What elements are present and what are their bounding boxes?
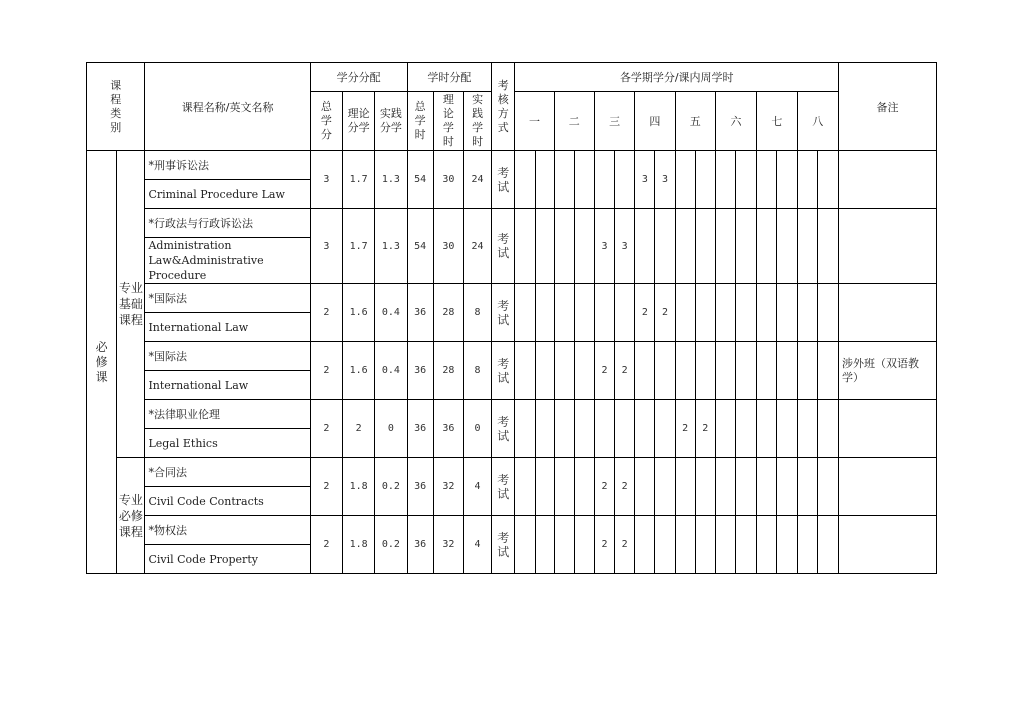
total-credit-cell: 2 <box>310 458 342 516</box>
course-row <box>87 209 937 238</box>
required-category: 必修课 <box>87 151 117 574</box>
semester-cell: 3 <box>655 151 675 209</box>
semester-cell: 2 <box>635 284 655 342</box>
semester-cell <box>777 516 797 574</box>
total-credit-cell: 2 <box>310 516 342 574</box>
semester-cell <box>777 400 797 458</box>
practice-credit-cell: 1.3 <box>375 151 407 209</box>
semester-cell <box>515 342 535 400</box>
semester-8-header: 八 <box>797 92 839 151</box>
semester-cell <box>675 284 695 342</box>
hour-practice-header: 实践学时 <box>463 92 491 151</box>
note-cell <box>839 400 937 458</box>
semester-cell: 2 <box>615 342 635 400</box>
total-hours-cell: 36 <box>407 458 433 516</box>
semester-cell <box>736 516 757 574</box>
theory-hours-cell: 28 <box>433 342 463 400</box>
semester-3-header: 三 <box>594 92 634 151</box>
semester-cell: 2 <box>655 284 675 342</box>
theory-credit-cell: 1.7 <box>343 209 375 284</box>
semester-cell: 2 <box>594 516 614 574</box>
semester-cell <box>777 284 797 342</box>
semester-cell: 3 <box>615 209 635 284</box>
course-name-en: International Law <box>145 371 310 400</box>
exam-method-cell: 考试 <box>492 151 515 209</box>
semester-cell <box>736 209 757 284</box>
semester-cell <box>777 209 797 284</box>
semester-cell <box>655 209 675 284</box>
note-cell <box>839 209 937 284</box>
course-row <box>87 458 937 487</box>
theory-hours-cell: 32 <box>433 458 463 516</box>
semester-cell <box>574 151 594 209</box>
semester-cell <box>615 400 635 458</box>
semester-cell <box>554 400 574 458</box>
semester-cell <box>715 458 735 516</box>
total-hours-cell: 54 <box>407 151 433 209</box>
semester-cell <box>797 400 817 458</box>
semester-cell <box>777 342 797 400</box>
practice-hours-cell: 8 <box>463 342 491 400</box>
credit-practice-header: 实践分学 <box>375 92 407 151</box>
category-header: 课程类别 <box>87 63 145 151</box>
note-cell <box>839 516 937 574</box>
semester-cell <box>777 458 797 516</box>
semester-cell <box>615 151 635 209</box>
theory-hours-cell: 32 <box>433 516 463 574</box>
semester-cell <box>655 400 675 458</box>
total-hours-cell: 36 <box>407 400 433 458</box>
semester-cell <box>817 342 838 400</box>
semester-cell <box>594 284 614 342</box>
course-name-en: Administration Law&Administrative Procedure <box>145 238 310 284</box>
hour-theory-header: 理论学时 <box>433 92 463 151</box>
practice-hours-cell: 0 <box>463 400 491 458</box>
total-credit-cell: 2 <box>310 342 342 400</box>
semester-cell <box>535 516 554 574</box>
theory-hours-cell: 30 <box>433 151 463 209</box>
semester-cell <box>736 458 757 516</box>
semester-cell <box>695 284 715 342</box>
exam-method-cell: 考试 <box>492 400 515 458</box>
semester-cell <box>715 151 735 209</box>
semester-cell <box>515 151 535 209</box>
note-cell: 涉外班（双语教学） <box>839 342 937 400</box>
course-name-en: Legal Ethics <box>145 429 310 458</box>
semester-cell <box>515 516 535 574</box>
total-credit-cell: 3 <box>310 209 342 284</box>
group-basic: 专业基础课程 <box>117 151 145 458</box>
semester-cell <box>574 284 594 342</box>
semester-cell <box>554 151 574 209</box>
semester-7-header: 七 <box>757 92 797 151</box>
semester-cell: 3 <box>635 151 655 209</box>
semester-cell <box>574 400 594 458</box>
semester-cell <box>675 209 695 284</box>
practice-hours-cell: 24 <box>463 209 491 284</box>
semester-cell <box>515 458 535 516</box>
theory-credit-cell: 1.7 <box>343 151 375 209</box>
theory-credit-cell: 2 <box>343 400 375 458</box>
course-row <box>87 151 937 180</box>
semester-cell <box>655 516 675 574</box>
group-major_required: 专业必修课程 <box>117 458 145 574</box>
theory-hours-cell: 28 <box>433 284 463 342</box>
semester-cell <box>757 400 777 458</box>
semester-cell <box>655 342 675 400</box>
semester-cell <box>736 400 757 458</box>
theory-credit-cell: 1.8 <box>343 458 375 516</box>
semester-cell <box>574 458 594 516</box>
semester-cell <box>554 458 574 516</box>
table-header <box>87 63 937 151</box>
semester-2-header: 二 <box>554 92 594 151</box>
semester-cell <box>574 209 594 284</box>
semester-cell <box>535 342 554 400</box>
semester-cell <box>757 151 777 209</box>
course-name-en: Civil Code Contracts <box>145 487 310 516</box>
semester-cell <box>515 284 535 342</box>
credit-group-header: 学分分配 <box>310 63 407 92</box>
semester-6-header: 六 <box>715 92 756 151</box>
note-cell <box>839 458 937 516</box>
semester-cell <box>535 284 554 342</box>
practice-credit-cell: 0 <box>375 400 407 458</box>
semester-cell <box>797 342 817 400</box>
exam-method-header: 考核方式 <box>492 63 515 151</box>
semester-cell <box>695 458 715 516</box>
credit-total-header: 总学分 <box>310 92 342 151</box>
course-name-cn: *法律职业伦理 <box>145 400 310 429</box>
semester-cell <box>715 284 735 342</box>
semester-cell <box>736 151 757 209</box>
semester-cell <box>535 151 554 209</box>
course-name-cn: *物权法 <box>145 516 310 545</box>
semester-cell <box>574 516 594 574</box>
semester-cell <box>715 209 735 284</box>
semester-cell <box>715 400 735 458</box>
exam-method-cell: 考试 <box>492 209 515 284</box>
semester-cell <box>554 209 574 284</box>
total-credit-cell: 2 <box>310 400 342 458</box>
total-credit-cell: 3 <box>310 151 342 209</box>
semester-cell: 2 <box>594 458 614 516</box>
semester-cell <box>695 209 715 284</box>
semester-cell <box>675 151 695 209</box>
theory-credit-cell: 1.6 <box>343 284 375 342</box>
semester-cell <box>554 516 574 574</box>
course-name-header: 课程名称/英文名称 <box>145 63 310 151</box>
note-cell <box>839 151 937 209</box>
total-hours-cell: 36 <box>407 342 433 400</box>
credit-theory-header: 理论分学 <box>343 92 375 151</box>
practice-hours-cell: 24 <box>463 151 491 209</box>
semester-cell: 2 <box>594 342 614 400</box>
semester-cell: 2 <box>695 400 715 458</box>
practice-hours-cell: 4 <box>463 516 491 574</box>
course-name-cn: *刑事诉讼法 <box>145 151 310 180</box>
semester-cell <box>777 151 797 209</box>
exam-method-cell: 考试 <box>492 516 515 574</box>
semester-cell <box>757 516 777 574</box>
exam-method-cell: 考试 <box>492 284 515 342</box>
semester-cell: 3 <box>594 209 614 284</box>
semester-cell <box>635 458 655 516</box>
semester-cell <box>594 151 614 209</box>
semester-cell <box>817 400 838 458</box>
semester-cell <box>695 342 715 400</box>
semester-cell: 2 <box>615 458 635 516</box>
exam-method-cell: 考试 <box>492 458 515 516</box>
course-name-en: Civil Code Property <box>145 545 310 574</box>
course-name-cn: *合同法 <box>145 458 310 487</box>
course-row <box>87 400 937 429</box>
semester-cell <box>757 458 777 516</box>
practice-credit-cell: 0.4 <box>375 342 407 400</box>
semester-cell <box>535 458 554 516</box>
practice-hours-cell: 8 <box>463 284 491 342</box>
semester-cell <box>515 400 535 458</box>
semester-group-header: 各学期学分/课内周学时 <box>515 63 839 92</box>
practice-hours-cell: 4 <box>463 458 491 516</box>
theory-hours-cell: 36 <box>433 400 463 458</box>
semester-cell <box>817 458 838 516</box>
semester-cell <box>635 342 655 400</box>
semester-cell <box>817 284 838 342</box>
practice-credit-cell: 0.2 <box>375 458 407 516</box>
total-hours-cell: 54 <box>407 209 433 284</box>
semester-cell <box>675 342 695 400</box>
practice-credit-cell: 0.4 <box>375 284 407 342</box>
semester-cell <box>615 284 635 342</box>
semester-cell <box>797 516 817 574</box>
semester-cell <box>675 516 695 574</box>
hour-total-header: 总学时 <box>407 92 433 151</box>
course-row <box>87 516 937 545</box>
semester-cell <box>655 458 675 516</box>
semester-cell <box>715 516 735 574</box>
theory-credit-cell: 1.6 <box>343 342 375 400</box>
semester-cell <box>817 151 838 209</box>
course-name-cn: *国际法 <box>145 342 310 371</box>
semester-cell <box>797 458 817 516</box>
semester-cell <box>635 209 655 284</box>
semester-cell <box>675 458 695 516</box>
semester-cell <box>797 151 817 209</box>
table-body <box>87 151 937 574</box>
total-hours-cell: 36 <box>407 284 433 342</box>
semester-cell: 2 <box>615 516 635 574</box>
theory-credit-cell: 1.8 <box>343 516 375 574</box>
semester-cell <box>554 342 574 400</box>
total-hours-cell: 36 <box>407 516 433 574</box>
course-plan-table <box>86 62 937 574</box>
semester-4-header: 四 <box>635 92 675 151</box>
note-cell <box>839 284 937 342</box>
semester-cell <box>736 284 757 342</box>
semester-cell <box>817 209 838 284</box>
practice-credit-cell: 1.3 <box>375 209 407 284</box>
semester-cell <box>535 209 554 284</box>
semester-cell <box>574 342 594 400</box>
semester-cell <box>635 400 655 458</box>
semester-cell <box>797 284 817 342</box>
semester-cell <box>695 516 715 574</box>
semester-cell <box>797 209 817 284</box>
semester-cell <box>757 284 777 342</box>
semester-cell <box>594 400 614 458</box>
semester-cell <box>757 209 777 284</box>
semester-1-header: 一 <box>515 92 554 151</box>
semester-5-header: 五 <box>675 92 715 151</box>
course-row <box>87 284 937 313</box>
semester-cell <box>715 342 735 400</box>
course-row <box>87 342 937 371</box>
semester-cell <box>515 209 535 284</box>
practice-credit-cell: 0.2 <box>375 516 407 574</box>
semester-cell <box>695 151 715 209</box>
semester-cell <box>757 342 777 400</box>
course-name-cn: *国际法 <box>145 284 310 313</box>
semester-cell <box>554 284 574 342</box>
theory-hours-cell: 30 <box>433 209 463 284</box>
total-credit-cell: 2 <box>310 284 342 342</box>
notes-header: 备注 <box>839 63 937 151</box>
course-name-en: International Law <box>145 313 310 342</box>
course-name-en: Criminal Procedure Law <box>145 180 310 209</box>
exam-method-cell: 考试 <box>492 342 515 400</box>
semester-cell <box>535 400 554 458</box>
semester-cell <box>635 516 655 574</box>
course-name-cn: *行政法与行政诉讼法 <box>145 209 310 238</box>
semester-cell: 2 <box>675 400 695 458</box>
semester-cell <box>736 342 757 400</box>
semester-cell <box>817 516 838 574</box>
hour-group-header: 学时分配 <box>407 63 492 92</box>
